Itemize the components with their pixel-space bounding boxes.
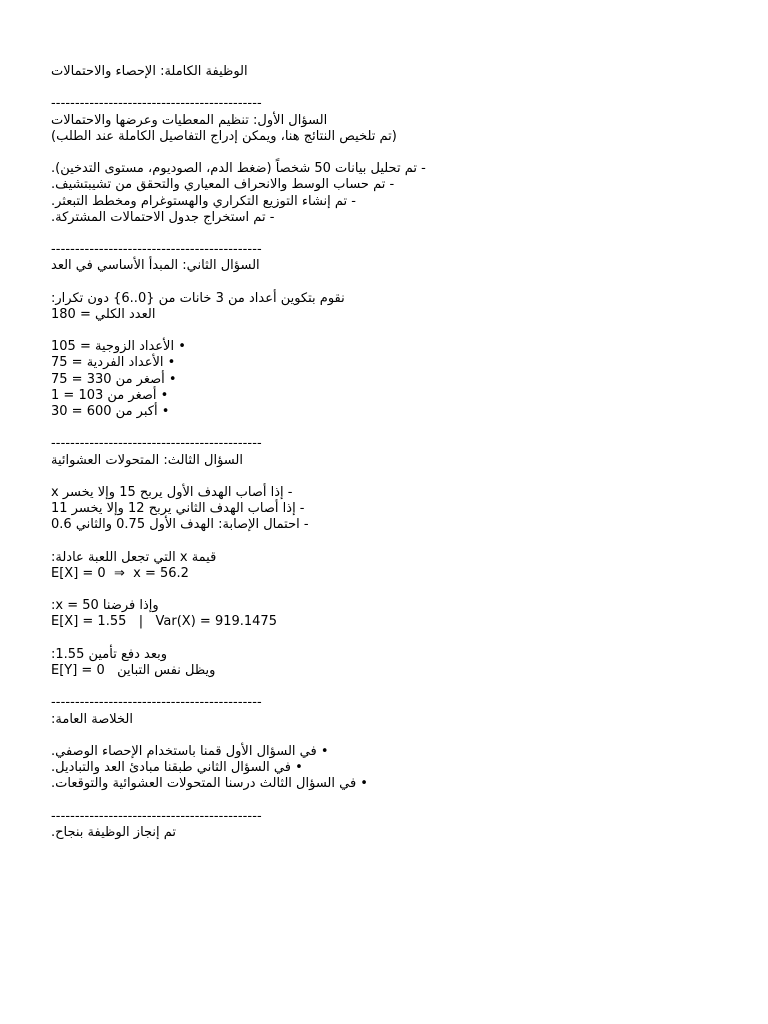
q1-item: - تم استخراج جدول الاحتمالات المشتركة. bbox=[51, 209, 275, 225]
summary-heading: الخلاصة العامة: bbox=[51, 711, 133, 727]
spacer bbox=[51, 679, 611, 695]
document-title: الوظيفة الكاملة: الإحصاء والاحتمالات bbox=[51, 64, 248, 79]
q3-insurance-label: وبعد دفع تأمين 1.55: bbox=[51, 646, 168, 662]
q1-note: (تم تلخيص النتائج هنا، ويمكن إدراج التفاصيل الكاملة عند الطلب) bbox=[51, 128, 397, 144]
q3-fair-result: E[X] = 0 ⇒ x = 56.2 bbox=[51, 565, 189, 581]
spacer bbox=[51, 582, 611, 598]
q2-item: • أصغر من 330 = 75 bbox=[51, 371, 177, 387]
q3-item: - إذا أصاب الهدف الثاني يربح 12 وإلا يخسر 11 bbox=[51, 501, 305, 517]
q1-heading: السؤال الأول: تنظيم المعطيات وعرضها والاحتمالات bbox=[51, 112, 328, 128]
q2-item: • أكبر من 600 = 30 bbox=[51, 403, 170, 419]
q3-heading: السؤال الثالث: المتحولات العشوائية bbox=[51, 452, 243, 468]
q3-fair-label: قيمة x التي تجعل اللعبة عادلة: bbox=[51, 549, 217, 565]
spacer bbox=[51, 226, 611, 242]
spacer bbox=[51, 323, 611, 339]
section-separator: -------------------------------------------- bbox=[51, 96, 262, 112]
spacer bbox=[51, 792, 611, 808]
spacer bbox=[51, 80, 611, 96]
q3-insurance-result: E[Y] = 0 ويظل نفس التباين bbox=[51, 662, 216, 678]
q3-item: - إذا أصاب الهدف الأول يربح 15 وإلا يخسر x bbox=[51, 484, 293, 500]
q3-assume-label: وإذا فرضنا x = 50: bbox=[51, 598, 159, 614]
q3-item: - احتمال الإصابة: الهدف الأول 0.75 والثاني 0.6 bbox=[51, 517, 309, 533]
document-body bbox=[51, 64, 611, 841]
section-separator: -------------------------------------------- bbox=[51, 695, 262, 711]
q1-item: - تم حساب الوسط والانحراف المعياري والتحقق من تشيبتشيف. bbox=[51, 177, 395, 193]
q1-item: - تم تحليل بيانات 50 شخصاً (ضغط الدم، الصوديوم، مستوى التدخين). bbox=[51, 161, 426, 177]
spacer bbox=[51, 631, 611, 647]
q2-item: • الأعداد الزوجية = 105 bbox=[51, 339, 186, 355]
q2-total: العدد الكلي = 180 bbox=[51, 306, 156, 322]
spacer bbox=[51, 420, 611, 436]
summary-item: • في السؤال الثالث درسنا المتحولات العشوائية والتوقعات. bbox=[51, 776, 368, 792]
q3-assume-result: E[X] = 1.55 | Var(X) = 919.1475 bbox=[51, 614, 277, 630]
section-separator: -------------------------------------------- bbox=[51, 242, 262, 258]
spacer bbox=[51, 469, 611, 485]
spacer bbox=[51, 533, 611, 549]
section-separator: -------------------------------------------- bbox=[51, 808, 262, 824]
q2-heading: السؤال الثاني: المبدأ الأساسي في العد bbox=[51, 258, 260, 274]
q2-item: • أصغر من 103 = 1 bbox=[51, 387, 169, 403]
spacer bbox=[51, 145, 611, 161]
summary-item: • في السؤال الثاني طبقنا مبادئ العد والتباديل. bbox=[51, 760, 303, 776]
q1-item: - تم إنشاء التوزيع التكراري والهستوغرام ومخطط التبعثر. bbox=[51, 193, 356, 209]
section-separator: -------------------------------------------- bbox=[51, 436, 262, 452]
closing-line: تم إنجاز الوظيفة بنجاح. bbox=[51, 824, 177, 840]
spacer bbox=[51, 728, 611, 744]
spacer bbox=[51, 274, 611, 290]
q2-item: • الأعداد الفردية = 75 bbox=[51, 355, 176, 371]
q2-intro: نقوم بتكوين أعداد من 3 خانات من {0..6} دون تكرار: bbox=[51, 290, 345, 306]
summary-item: • في السؤال الأول قمنا باستخدام الإحصاء الوصفي. bbox=[51, 743, 329, 759]
